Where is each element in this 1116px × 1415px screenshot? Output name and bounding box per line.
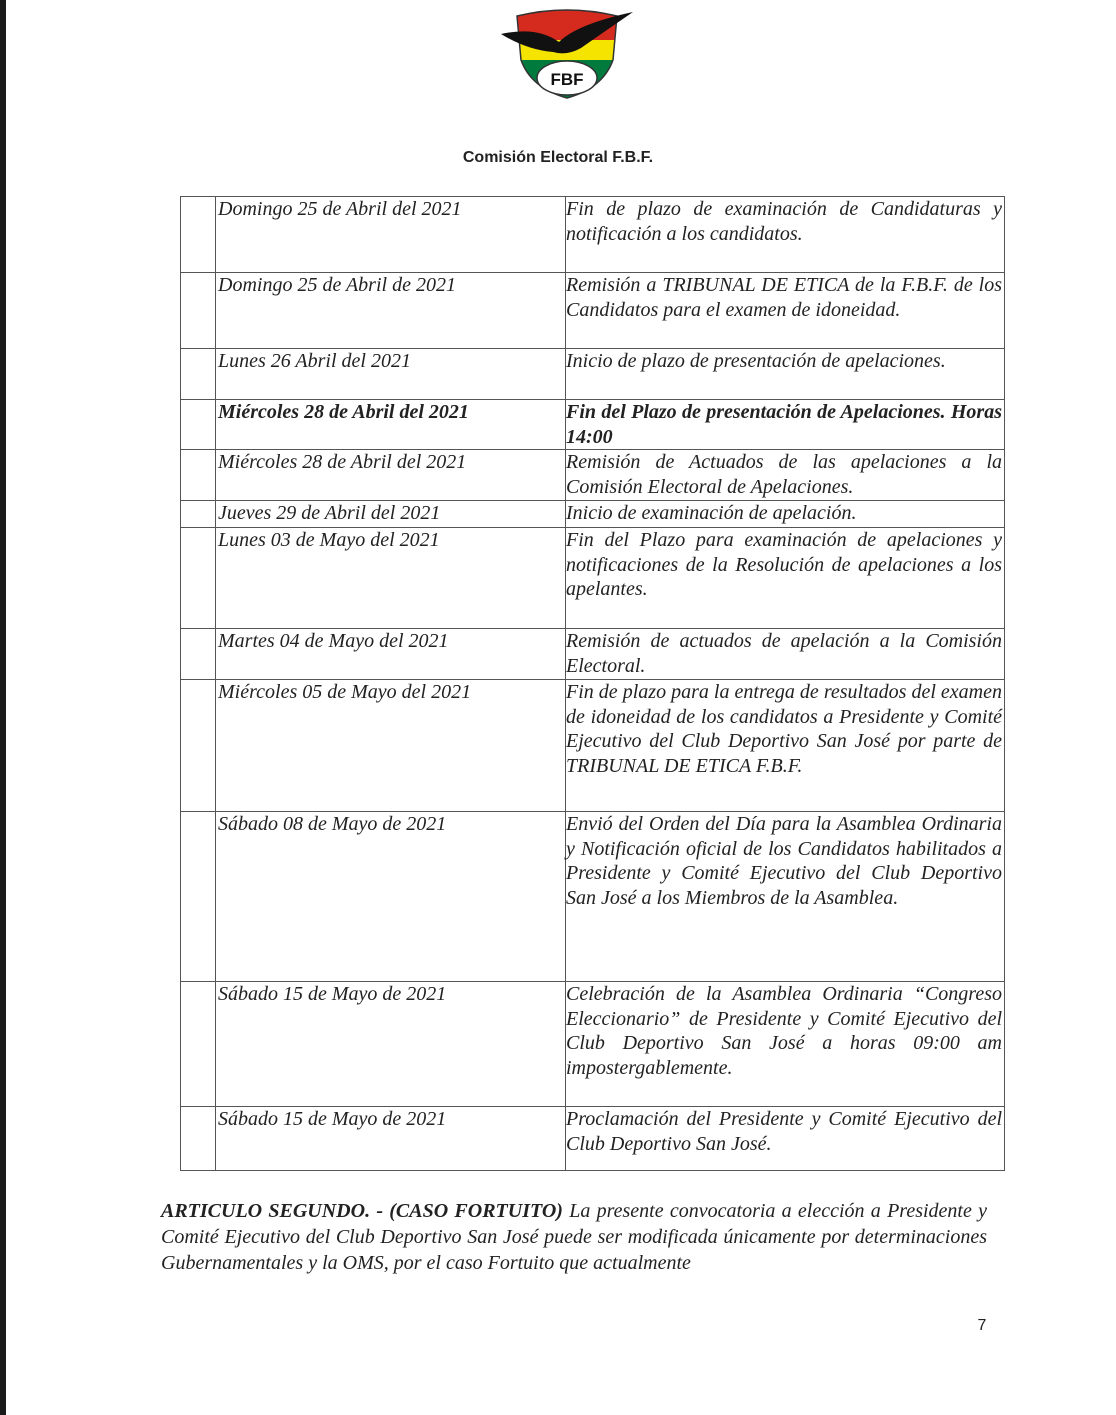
schedule-description: Fin de plazo de examinación de Candidaturas y notificación a los candidatos. bbox=[566, 197, 1005, 273]
schedule-description: Celebración de la Asamblea Ordinaria “Congreso Eleccionario” de Presidente y Comité Ejecutivo del Club Deportivo San José a horas 09:00 am impostergablemente. bbox=[566, 982, 1005, 1107]
table-row bbox=[181, 680, 1005, 812]
schedule-date: Sábado 08 de Mayo de 2021 bbox=[216, 812, 566, 982]
row-gutter-cell bbox=[181, 501, 216, 528]
electoral-schedule-table bbox=[180, 196, 1005, 1171]
row-gutter-cell bbox=[181, 528, 216, 629]
schedule-description: Fin de plazo para la entrega de resultados del examen de idoneidad de los candidatos a Presidente y Comité Ejecutivo del Club Deportivo San José por parte de TRIBUNAL DE ETICA F.B.F. bbox=[566, 680, 1005, 812]
schedule-date: Miércoles 28 de Abril del 2021 bbox=[216, 450, 566, 501]
schedule-date: Miércoles 05 de Mayo del 2021 bbox=[216, 680, 566, 812]
row-gutter-cell bbox=[181, 982, 216, 1107]
row-gutter-cell bbox=[181, 1107, 216, 1171]
schedule-date: Jueves 29 de Abril del 2021 bbox=[216, 501, 566, 528]
table-row bbox=[181, 349, 1005, 400]
fbf-logo bbox=[497, 4, 637, 100]
table-row bbox=[181, 273, 1005, 349]
row-gutter-cell bbox=[181, 349, 216, 400]
schedule-date: Domingo 25 de Abril de 2021 bbox=[216, 273, 566, 349]
schedule-date: Martes 04 de Mayo del 2021 bbox=[216, 629, 566, 680]
schedule-description: Fin del Plazo para examinación de apelaciones y notificaciones de la Resolución de apelaciones a los apelantes. bbox=[566, 528, 1005, 629]
schedule-description: Fin del Plazo de presentación de Apelaciones. Horas 14:00 bbox=[566, 400, 1005, 450]
table-row bbox=[181, 450, 1005, 501]
schedule-description: Proclamación del Presidente y Comité Ejecutivo del Club Deportivo San José. bbox=[566, 1107, 1005, 1171]
row-gutter-cell bbox=[181, 450, 216, 501]
row-gutter-cell bbox=[181, 680, 216, 812]
table-row bbox=[181, 629, 1005, 680]
schedule-description: Inicio de examinación de apelación. bbox=[566, 501, 1005, 528]
table-row bbox=[181, 197, 1005, 273]
row-gutter-cell bbox=[181, 197, 216, 273]
page-number: 7 bbox=[977, 1317, 987, 1334]
schedule-date: Lunes 03 de Mayo del 2021 bbox=[216, 528, 566, 629]
table-row bbox=[181, 501, 1005, 528]
row-gutter-cell bbox=[181, 812, 216, 982]
row-gutter-cell bbox=[181, 400, 216, 450]
article-paragraph bbox=[161, 1198, 987, 1276]
schedule-description: Remisión a TRIBUNAL DE ETICA de la F.B.F. de los Candidatos para el examen de idoneidad. bbox=[566, 273, 1005, 349]
schedule-date: Sábado 15 de Mayo de 2021 bbox=[216, 982, 566, 1107]
article-heading: ARTICULO SEGUNDO. - (CASO FORTUITO) bbox=[161, 1200, 563, 1222]
table-row bbox=[181, 812, 1005, 982]
schedule-description: Remisión de actuados de apelación a la Comisión Electoral. bbox=[566, 629, 1005, 680]
schedule-date: Sábado 15 de Mayo de 2021 bbox=[216, 1107, 566, 1171]
logo-text: FBF bbox=[550, 70, 584, 89]
schedule-description: Remisión de Actuados de las apelaciones a la Comisión Electoral de Apelaciones. bbox=[566, 450, 1005, 501]
schedule-description: Envió del Orden del Día para la Asamblea Ordinaria y Notificación oficial de los Candidatos habilitados a Presidente y Comité Ejecutivo del Club Deportivo San José a los Miembros de la Asamblea. bbox=[566, 812, 1005, 982]
table-row bbox=[181, 400, 1005, 450]
schedule-date: Lunes 26 Abril del 2021 bbox=[216, 349, 566, 400]
table-row bbox=[181, 982, 1005, 1107]
row-gutter-cell bbox=[181, 629, 216, 680]
article-body-text: La presente convocatoria a elección a Presidente y Comité Ejecutivo del Club Deportivo San José puede ser modificada únicamente por determinaciones Gubernamentales y la OMS, por el caso Fortuito que actualmente bbox=[161, 1200, 987, 1274]
page-edge-shadow bbox=[0, 0, 6, 1415]
table-row bbox=[181, 528, 1005, 629]
table-row bbox=[181, 1107, 1005, 1171]
schedule-date: Miércoles 28 de Abril del 2021 bbox=[216, 400, 566, 450]
schedule-date: Domingo 25 de Abril del 2021 bbox=[216, 197, 566, 273]
schedule-description: Inicio de plazo de presentación de apelaciones. bbox=[566, 349, 1005, 400]
row-gutter-cell bbox=[181, 273, 216, 349]
page-header-title: Comisión Electoral F.B.F. bbox=[462, 149, 654, 166]
